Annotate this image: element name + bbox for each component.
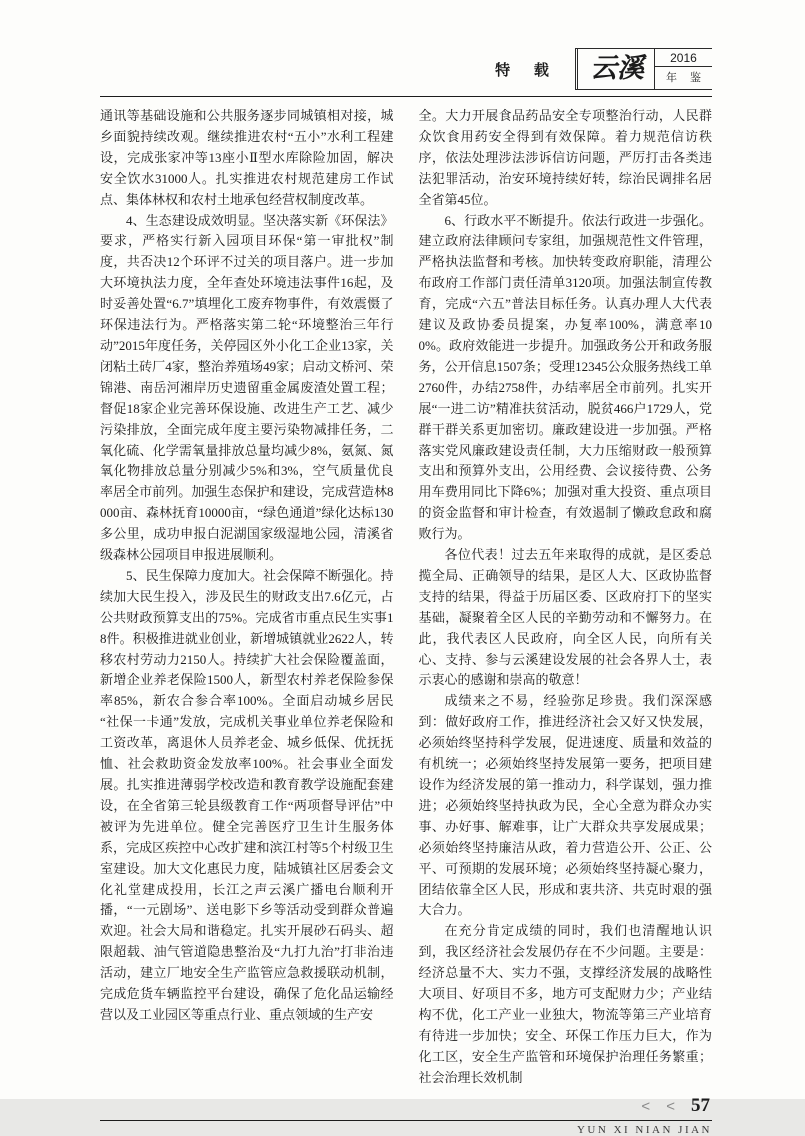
- paragraph: 全。大力开展食品药品安全专项整治行动，人民群众饮食用药安全得到有效保障。着力规范信访秩序，依法处理涉法涉诉信访问题，严厉打击各类违法犯罪活动，治安环境持续好转，综治民调排名居全省第45位。: [418, 108, 712, 207]
- yearbook-year-column: [654, 49, 712, 88]
- section-label: 特 载: [495, 62, 559, 79]
- two-column-text: [100, 106, 712, 1089]
- paragraph: 6、行政水平不断提升。依法行政进一步强化。建立政府法律顾问专家组，加强规范性文件管理，严格执法监督和考核。加快转变政府职能，清理公布政府工作部门责任清单3120项。加强法制宣传教育，完成“六五”普法目标任务。认真办理人大代表建议及政协委员提案，办复率100%，满意率100%。政府效能进一步提升。加强政务公开和政务服务，公开信息1507条；受理12345公众服务热线工单2760件，办结2758件，办结率居全市前列。扎实开展“一进二访”精准扶贫活动，脱贫466户1729人，党群干群关系更加密切。廉政建设进一步加强。严格落实党风廉政建设责任制，大力压缩财政一般预算支出和预算外支出，公用经费、会议接待费、公务用车费用同比下降6%；加强对重大投资、重点项目的资金监督和审计检查，有效遏制了懒政怠政和腐败行为。: [418, 212, 712, 542]
- page-marker-angles: < <: [641, 1097, 681, 1115]
- left-column: [100, 106, 394, 1089]
- page-footer: [100, 1095, 712, 1136]
- paragraph: 在充分肯定成绩的同时，我们也清醒地认识到，我区经济社会发展仍存在不少问题。主要是：经济总量不大、实力不强，支撑经济发展的战略性大项目、好项目不多，地方可支配财力少；产业结构不优，化工产业一业独大，物流等第三产业培育有待进一步加快；安全、环保工作压力巨大，作为化工区，安全生产监管和环境保护治理任务繁重；社会治理长效机制: [418, 923, 712, 1085]
- page-number: 57: [691, 1094, 710, 1116]
- page-number-row: [100, 1095, 712, 1118]
- yearbook-year: 2016: [655, 49, 712, 67]
- paragraph: 各位代表！过去五年来取得的成就，是区委总揽全局、正确领导的结果，是区人大、区政协监督支持的结果，得益于历届区委、区政府打下的坚实基础，凝聚着全区人民的辛勤劳动和不懈努力。在此，我代表区人民政府，向全区人民，向所有关心、支持、参与云溪建设发展的社会各界人士，表示衷心的感谢和崇高的敬意！: [418, 547, 712, 688]
- yearbook-brand: 云溪: [575, 49, 654, 88]
- journal-name: YUN XI NIAN JIAN: [576, 1123, 712, 1136]
- paragraph: 通讯等基础设施和公共服务逐步同城镇相对接，城乡面貌持续改观。继续推进农村“五小”水利工程建设，完成张家冲等13座小Ⅱ型水库除险加固，解决安全饮水31000人。扎实推进农村规范建房工作试点、集体林权和农村土地承包经营权制度改革。: [100, 108, 394, 207]
- header-rule: [100, 96, 712, 97]
- right-column: [419, 106, 713, 1089]
- masthead: [100, 46, 712, 97]
- yearbook-logo-box: [575, 48, 712, 89]
- paragraph: 5、民生保障力度加大。社会保障不断强化。持续加大民生投入，涉及民生的财政支出7.6亿元，占公共财政预算支出的75%。完成省市重点民生实事18件。积极推进就业创业，新增城镇就业2622人，转移农村劳动力2150人。持续扩大社会保险覆盖面，新增企业养老保险1500人，新型农村养老保险参保率85%，新农合参合率100%。全面启动城乡居民“社保一卡通”发放，完成机关事业单位养老保险和工资改革，离退休人员养老金、城乡低保、优抚抚恤、社会救助资金发放率100%。社会事业全面发展。扎实推进薄弱学校改造和教育教学设施配套建设，在全省第三轮县级教育工作“两项督导评估”中被评为先进单位。健全完善医疗卫生计生服务体系，完成区疾控中心改扩建和滨江村等5个村级卫生室建设。加大文化惠民力度，陆城镇社区居委会文化礼堂建成投用，长江之声云溪广播电台顺利开播，“一元剧场”、送电影下乡等活动受到群众普遍欢迎。社会大局和谐稳定。扎实开展砂石码头、超限超载、油气管道隐患整治及“九打九治”打非治违活动，建立厂地安全生产监管应急救援联动机制，完成危货车辆监控平台建设，确保了危化品运输经营以及工业园区等重点行业、重点领域的生产安: [100, 567, 394, 1022]
- yearbook-suffix: 年 鉴: [665, 72, 706, 85]
- footer-rule: [100, 1120, 712, 1121]
- paragraph: 4、生态建设成效明显。坚决落实新《环保法》要求，严格实行新入园项目环保“第一审批权”制度，共否决12个环评不过关的项目落户。进一步加大环境执法力度，全年查处环境违法事件16起，及时妥善处置“6.7”填埋化工废弃物事件，有效震慑了环保违法行为。严格落实第二轮“环境整治三年行动”2015年度任务，关停园区外小化工企业13家，关闭粘土砖厂4家，整治养殖场49家；启动文桥河、荣锦港、南岳河湘岸历史遗留重金属废渣处置工程；督促18家企业完善环保设施、改进生产工艺、减少污染排放，全面完成年度主要污染物减排任务，二氧化硫、化学需氧量排放总量均减少8%，氨氮、氮氧化物排放总量分别减少5%和3%，空气质量优良率居全市前列。加强生态保护和建设，完成营造林8000亩、森林抚育10000亩，“绿色通道”绿化达标130多公里，成功申报白泥湖国家级湿地公园，清溪省级森林公园项目申报进展顺利。: [100, 212, 394, 563]
- paragraph: 成绩来之不易，经验弥足珍贵。我们深深感到：做好政府工作，推进经济社会又好又快发展，必须始终坚持科学发展，促进速度、质量和效益的有机统一；必须始终坚持发展第一要务，把项目建设作为经济发展的第一推动力，科学谋划，强力推进；必须始终坚持执政为民，全心全意为群众办实事、办好事、解难事，让广大群众共享发展成果；必须始终坚持廉洁从政，着力营造公开、公正、公平、可预期的发展环境；必须始终坚持凝心聚力，团结依靠全区人民，形成和衷共济、共克时艰的强大合力。: [418, 693, 712, 918]
- masthead-row: [100, 46, 712, 92]
